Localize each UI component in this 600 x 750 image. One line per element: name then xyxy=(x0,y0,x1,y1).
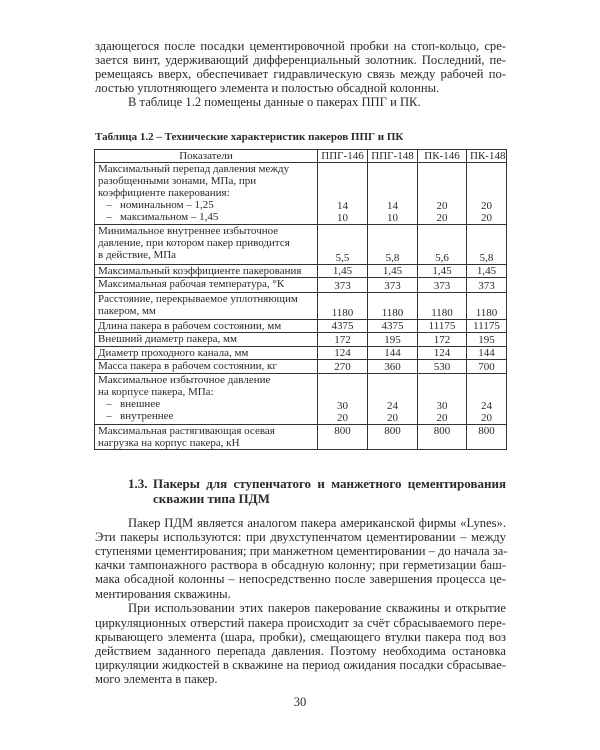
cell-value: 24 20 xyxy=(368,374,418,425)
cell-value: 144 xyxy=(368,347,418,360)
cell-value: 144 xyxy=(467,347,507,360)
row-label: Максимальное избыточное давление на корпусе пакера, МПа: – внешнее – внутреннее xyxy=(95,374,318,425)
text-line: Пакер ПДМ является аналогом пакера американской фирмы «Lynes». xyxy=(128,516,506,530)
cell-value: 1,45 xyxy=(318,265,368,278)
cell-value: 172 xyxy=(418,333,467,347)
cell-value: 800 xyxy=(368,425,418,450)
text-line: Эти пакеры используются: при двухступенчатом цементировании – между xyxy=(95,530,506,544)
cell-value: 4375 xyxy=(368,320,418,333)
text-line: ментирования скважины. xyxy=(95,587,231,601)
row-label: Минимальное внутреннее избыточное давление, при котором пакер приводится в действие, МПа xyxy=(95,225,318,265)
table-row xyxy=(95,333,507,347)
cell-value: 360 xyxy=(368,360,418,374)
column-header: ПК-146 xyxy=(418,150,467,163)
cell-value: 800 xyxy=(418,425,467,450)
text-line: При использовании этих пакеров пакерование скважины и открытие xyxy=(128,601,506,615)
row-label: Диаметр проходного канала, мм xyxy=(95,347,318,360)
cell-value: 124 xyxy=(318,347,368,360)
table-row xyxy=(95,320,507,333)
cell-value: 20 20 xyxy=(418,163,467,225)
column-header: ППГ-146 xyxy=(318,150,368,163)
cell-value: 800 xyxy=(467,425,507,450)
cell-value: 1180 xyxy=(318,293,368,320)
row-label: Масса пакера в рабочем состоянии, кг xyxy=(95,360,318,374)
cell-value: 5,8 xyxy=(368,225,418,265)
cell-value: 124 xyxy=(418,347,467,360)
table-row xyxy=(95,293,507,320)
table-row xyxy=(95,265,507,278)
table-row xyxy=(95,374,507,425)
page-number: 30 xyxy=(293,695,307,709)
cell-value: 20 20 xyxy=(467,163,507,225)
cell-value: 373 xyxy=(368,278,418,293)
section-number: 1.3. xyxy=(128,476,148,491)
text-line: лостью уплотняющего элемента и полостью обсадной колонны. xyxy=(95,81,440,95)
cell-value: 5,8 xyxy=(467,225,507,265)
text-line: мака обсадной колонны – непосредственно после завершения процесса це- xyxy=(95,572,506,586)
cell-value: 5,6 xyxy=(418,225,467,265)
text-line: ступенями цементирования; при манжетном цементировании – до начала за- xyxy=(95,544,508,558)
text-line: действием заданного перепада давления. Поэтому необходима остановка xyxy=(95,644,506,658)
cell-value: 373 xyxy=(467,278,507,293)
column-header: Показатели xyxy=(95,150,318,163)
cell-value: 1180 xyxy=(368,293,418,320)
section-heading-line-2: скважин типа ПДМ xyxy=(153,491,270,506)
cell-value: 30 20 xyxy=(318,374,368,425)
text-line: здающегося после посадки цементировочной пробки на стоп-кольцо, сре- xyxy=(95,39,506,53)
row-label: Максимальная рабочая температура, °К xyxy=(95,278,318,293)
cell-value: 4375 xyxy=(318,320,368,333)
cell-value: 30 20 xyxy=(418,374,467,425)
cell-value: 1,45 xyxy=(418,265,467,278)
cell-value: 1,45 xyxy=(467,265,507,278)
row-label: Длина пакера в рабочем состоянии, мм xyxy=(95,320,318,333)
cell-value: 1,45 xyxy=(368,265,418,278)
section-heading-line-1: Пакеры для ступенчатого и манжетного цементирования xyxy=(153,476,506,491)
table-row xyxy=(95,347,507,360)
column-header: ППГ-148 xyxy=(368,150,418,163)
table-caption: Таблица 1.2 – Технические характеристик пакеров ППГ и ПК xyxy=(95,131,404,143)
table-row xyxy=(95,425,507,450)
row-label: Максимальный коэффициенте пакерования xyxy=(95,265,318,278)
cell-value: 11175 xyxy=(418,320,467,333)
cell-value: 373 xyxy=(318,278,368,293)
text-line: зается винт, удерживающий дифференциальный золотник. Последний, пе- xyxy=(95,53,506,67)
paragraph-table-reference: В таблице 1.2 помещены данные о пакерах ППГ и ПК. xyxy=(128,95,421,109)
table-row xyxy=(95,278,507,293)
table-row xyxy=(95,225,507,265)
specs-table xyxy=(94,149,507,450)
cell-value: 24 20 xyxy=(467,374,507,425)
cell-value: 373 xyxy=(418,278,467,293)
row-label: Максимальная растягивающая осевая нагрузка на корпус пакера, кН xyxy=(95,425,318,450)
row-label: Внешний диаметр пакера, мм xyxy=(95,333,318,347)
cell-value: 172 xyxy=(318,333,368,347)
cell-value: 11175 xyxy=(467,320,507,333)
text-line: мого элемента в пакер. xyxy=(95,672,218,686)
cell-value: 195 xyxy=(467,333,507,347)
cell-value: 14 10 xyxy=(368,163,418,225)
text-line: циркуляции жидкостей в скважине на период ожидания посадки сбрасывае- xyxy=(95,658,506,672)
cell-value: 195 xyxy=(368,333,418,347)
cell-value: 14 10 xyxy=(318,163,368,225)
text-line: циркуляционных отверстий пакера происходит за счёт сбрасываемого пере- xyxy=(95,616,506,630)
row-label: Максимальный перепад давления между разобщенными зонами, МПа, при коэффициенте пакерования: – номинальном – 1,25 – максимальном – 1,45 xyxy=(95,163,318,225)
column-header: ПК-148 xyxy=(467,150,507,163)
cell-value: 800 xyxy=(318,425,368,450)
cell-value: 270 xyxy=(318,360,368,374)
text-line: крывающего элемента (шара, пробки), смещающего втулки пакера под воз xyxy=(95,630,506,644)
text-line: ремещаясь вверх, обеспечивает гидравлическую связь между рабочей по- xyxy=(95,67,506,81)
cell-value: 700 xyxy=(467,360,507,374)
cell-value: 1180 xyxy=(418,293,467,320)
cell-value: 1180 xyxy=(467,293,507,320)
table-row xyxy=(95,163,507,225)
row-label: Расстояние, перекрываемое уплотняющим пакером, мм xyxy=(95,293,318,320)
cell-value: 530 xyxy=(418,360,467,374)
cell-value: 5,5 xyxy=(318,225,368,265)
table-row xyxy=(95,360,507,374)
text-line: качки тампонажного раствора в обсадную колонну; при герметизации баш- xyxy=(95,558,506,572)
